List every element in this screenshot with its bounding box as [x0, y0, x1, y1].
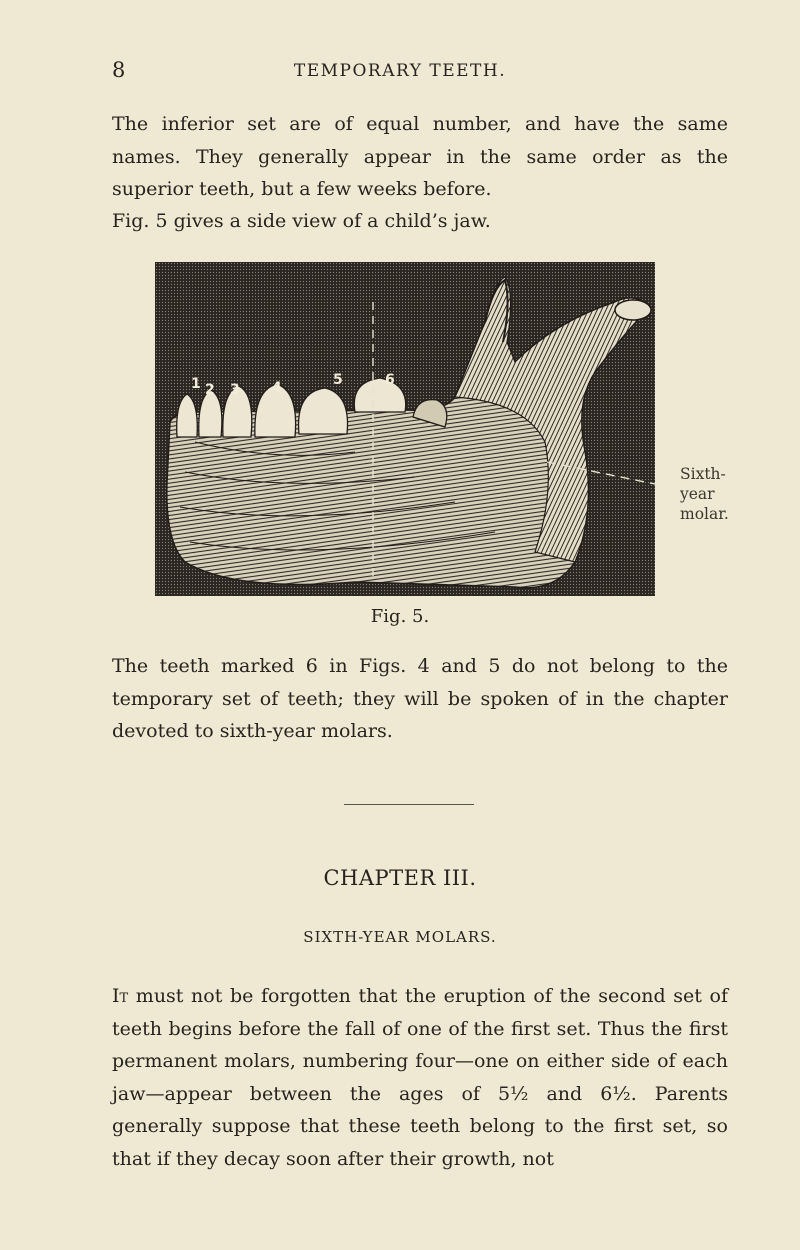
section-divider — [344, 804, 474, 805]
tooth-label-6: 6 — [385, 372, 395, 388]
tooth-label-1: 1 — [191, 376, 201, 392]
jaw-illustration — [155, 262, 655, 596]
page-header — [0, 58, 800, 88]
section-title: SIXTH-YEAR MOLARS. — [303, 928, 497, 946]
paragraph-eruption — [112, 980, 728, 1175]
tooth-label-5: 5 — [333, 372, 343, 388]
tooth-label-3: 3 — [230, 382, 240, 398]
paragraph-eruption-text: must not be forgotten that the eruption of the second set of teeth begins before the fall of one of the first set. Thus the first permanent molars, numbering four—one on either side of each jaw—appear between the ages of 5½ and 6½. Parents generally suppose that these teeth belong to the first set, so that if they decay soon after their growth, not — [112, 985, 728, 1170]
figure-caption: Fig. 5. — [370, 606, 430, 627]
paragraph-fig-reference: Fig. 5 gives a side view of a child’s jaw. — [112, 210, 491, 232]
tooth-label-4: 4 — [272, 380, 282, 396]
page-number: 8 — [112, 58, 126, 82]
drop-word: It — [112, 985, 129, 1007]
chapter-title: CHAPTER III. — [323, 866, 477, 890]
jaw-engraving — [155, 262, 655, 596]
sixth-year-molar-label: Sixth- year molar. — [680, 465, 729, 523]
condyle — [615, 300, 651, 320]
paragraph-marked-teeth: The teeth marked 6 in Figs. 4 and 5 do not belong to the temporary set of teeth; they will be spoken of in the chapter devoted to sixth-year molars. — [112, 655, 728, 742]
tooth-label-2: 2 — [205, 382, 215, 398]
running-title: TEMPORARY TEETH. — [293, 61, 507, 81]
paragraph-inferior-set: The inferior set are of equal number, and have the same names. They generally appear in the same order as the superior teeth, but a few weeks before. — [112, 113, 728, 200]
